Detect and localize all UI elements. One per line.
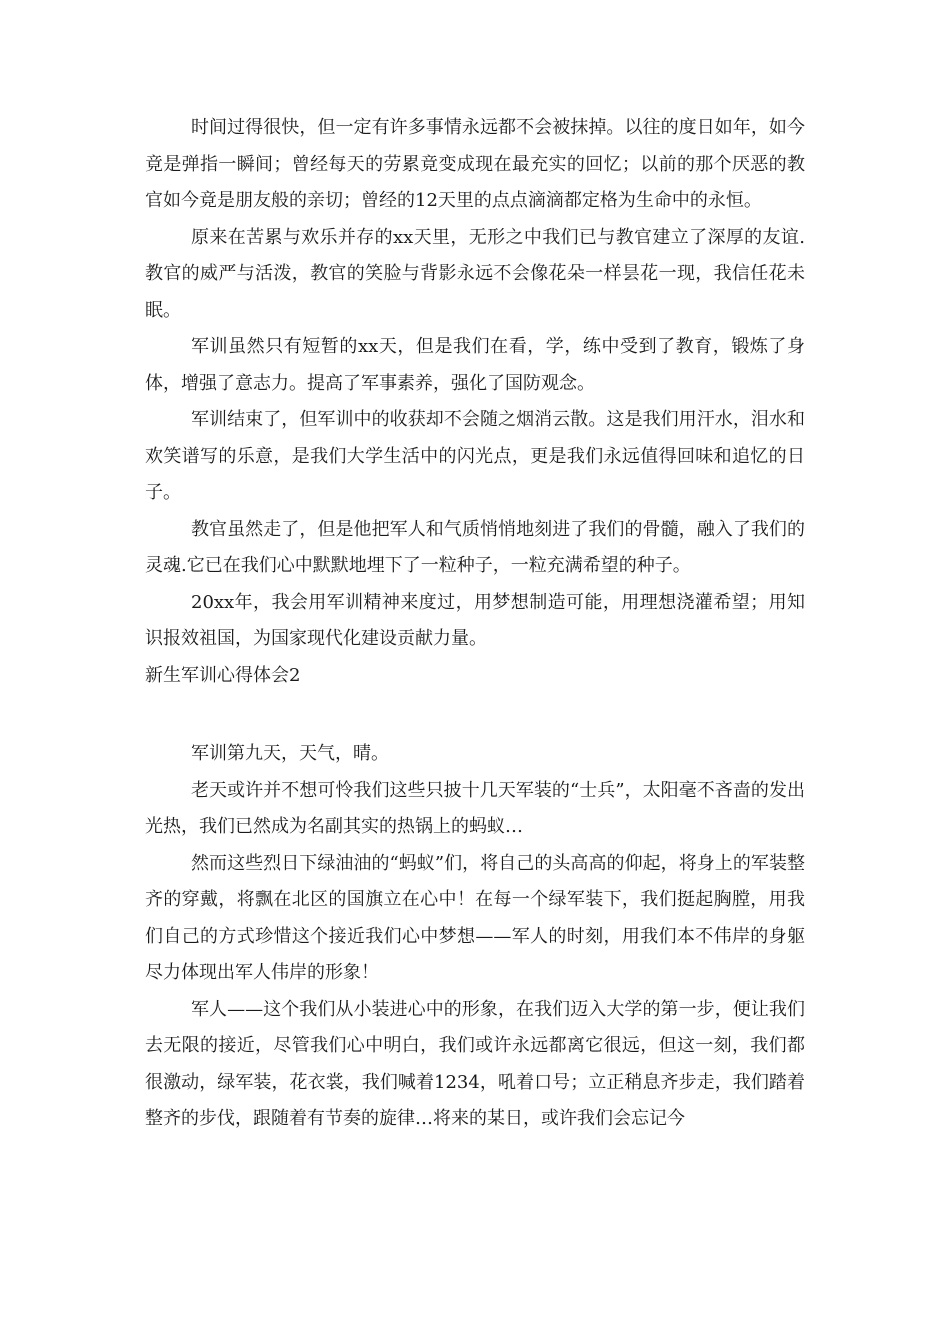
paragraph-5: 教官虽然走了，但是他把军人和气质悄悄地刻进了我们的骨髓，融入了我们的灵魂.它已在我们心中默默地埋下了一粒种子，一粒充满希望的种子。 [145,518,805,576]
section-spacer [145,694,805,736]
paragraph-4: 军训结束了，但军训中的收获却不会随之烟消云散。这是我们用汗水，泪水和欢笑谱写的乐意，是我们大学生活中的闪光点，更是我们永远值得回味和追忆的日子。 [145,409,805,503]
paragraph-3: 军训虽然只有短暂的xx天，但是我们在看，学，练中受到了教育，锻炼了身体，增强了意志力。提高了军事素养，强化了国防观念。 [145,336,805,394]
section-title: 新生军训心得体会2 [145,664,301,686]
paragraph-10: 军人——这个我们从小装进心中的形象，在我们迈入大学的第一步，便让我们去无限的接近，尽管我们心中明白，我们或许永远都离它很远，但这一刻，我们都很激动，绿军装，花衣裳，我们喊着1234，吼着口号；立正稍息齐步走，我们踏着整齐的步伐，跟随着有节奏的旋律…将来的某日，或许我们会忘记今 [145,998,805,1129]
paragraph-8: 老天或许并不想可怜我们这些只披十几天军装的“士兵”，太阳毫不吝啬的发出光热，我们已然成为名副其实的热锅上的蚂蚁… [145,779,805,837]
paragraph-1: 时间过得很快，但一定有许多事情永远都不会被抹掉。以往的度日如年，如今竟是弹指一瞬间；曾经每天的劳累竟变成现在最充实的回忆；以前的那个厌恶的教官如今竟是朋友般的亲切；曾经的12天里的点点滴滴都定格为生命中的永恒。 [145,117,805,211]
paragraph-9: 然而这些烈日下绿油油的“蚂蚁”们，将自己的头高高的仰起，将身上的军装整齐的穿戴，将飘在北区的国旗立在心中！在每一个绿军装下，我们挺起胸膛，用我们自己的方式珍惜这个接近我们心中梦想——军人的时刻，用我们本不伟岸的身躯尽力体现出军人伟岸的形象！ [145,852,805,983]
paragraph-2: 原来在苦累与欢乐并存的xx天里，无形之中我们已与教官建立了深厚的友谊.教官的威严与活泼，教官的笑脸与背影永远不会像花朵一样昙花一现，我信任花未眠。 [145,226,805,321]
paragraph-6: 20xx年，我会用军训精神来度过，用梦想制造可能，用理想浇灌希望；用知识报效祖国，为国家现代化建设贡献力量。 [145,591,805,649]
paragraph-7: 军训第九天，天气，晴。 [191,743,389,764]
document-page [145,110,805,1138]
